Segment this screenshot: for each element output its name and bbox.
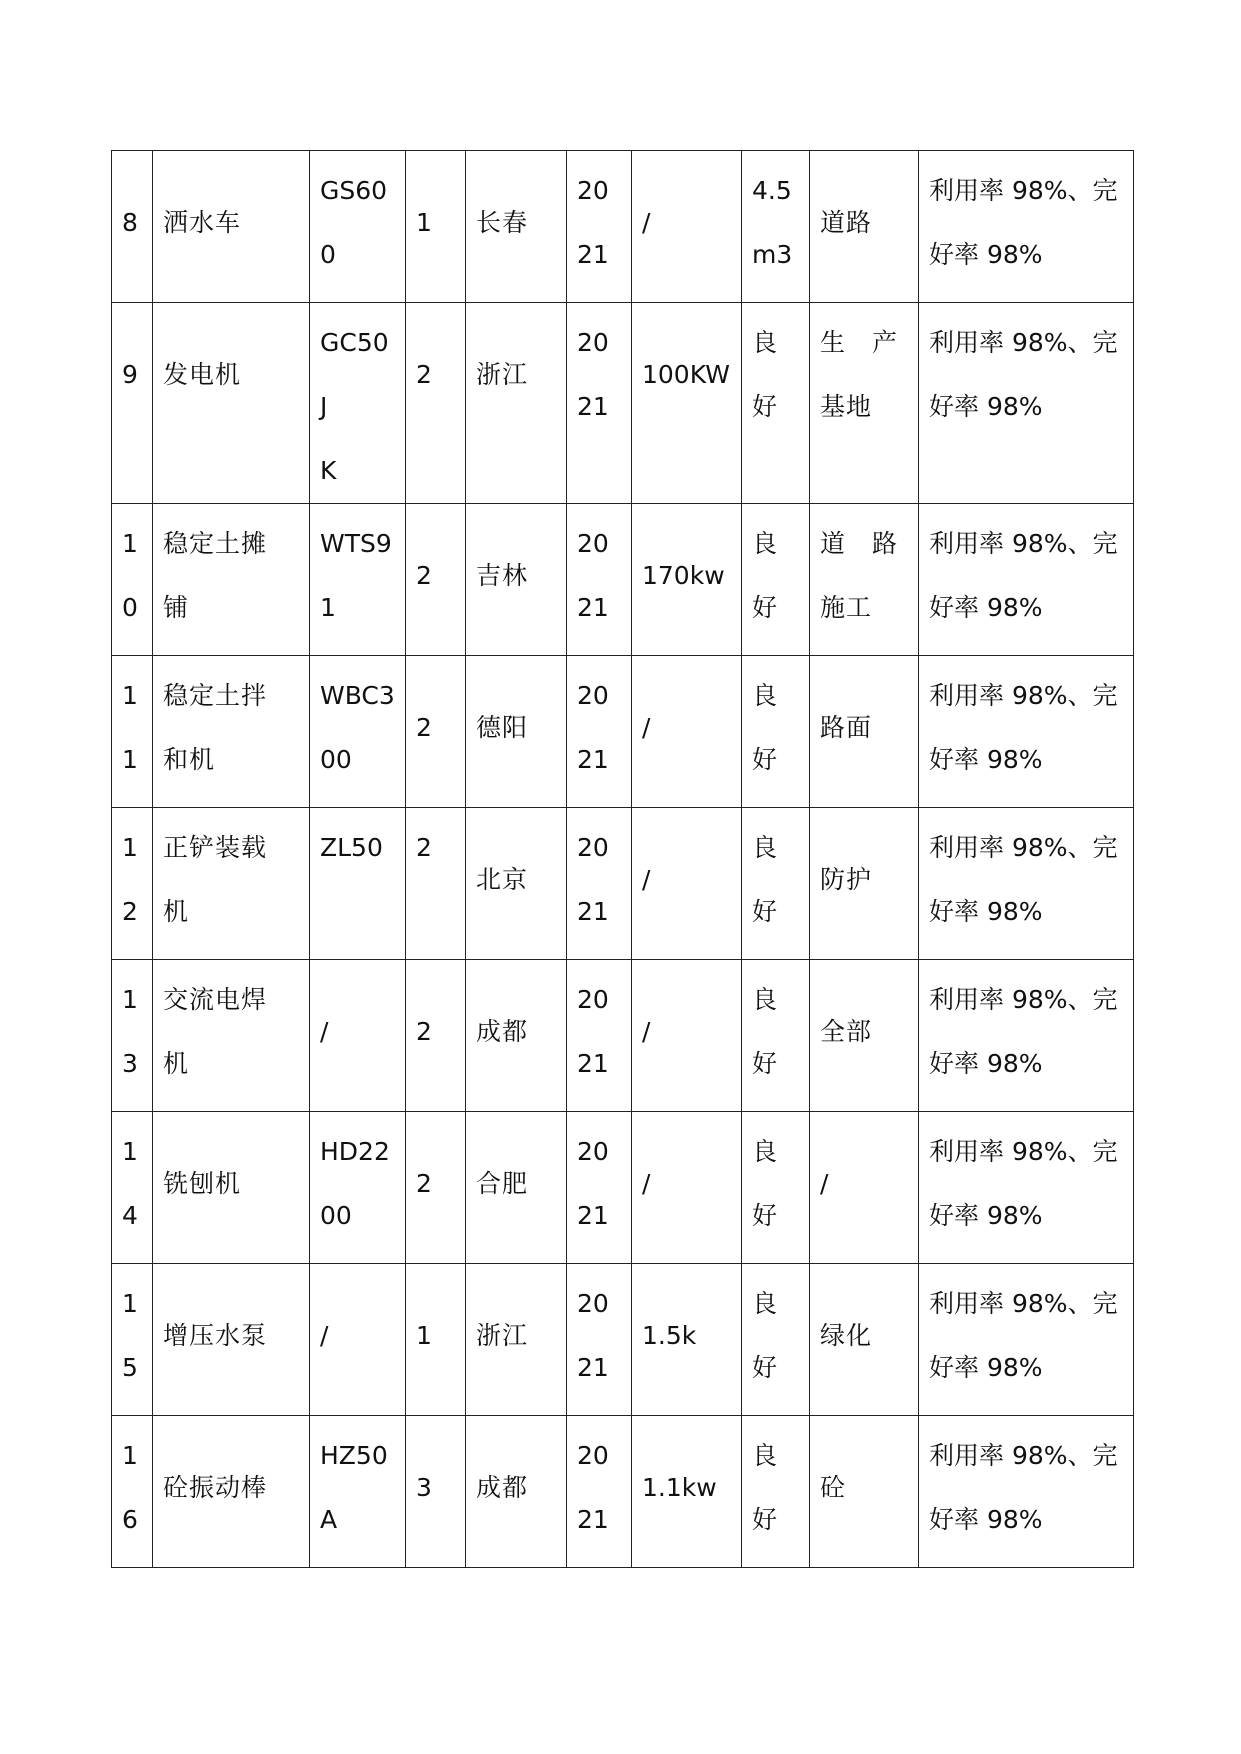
- cell-rate-text: 利用率 98%、完 好率 98%: [929, 176, 1118, 269]
- cell-model-text: WTS9 1: [320, 529, 392, 622]
- cell-equipment-name: [153, 960, 310, 1112]
- cell-condition-text: 良 好: [752, 1137, 778, 1230]
- cell-equipment-name-text: 发电机: [163, 360, 242, 389]
- cell-power-text: 100KW: [642, 360, 730, 389]
- cell-usage: [810, 960, 919, 1112]
- cell-seq-no: [112, 808, 153, 960]
- cell-year-text: 20 21: [577, 176, 609, 269]
- cell-origin: [466, 151, 567, 303]
- cell-model: [310, 504, 406, 656]
- cell-year-text: 20 21: [577, 681, 609, 774]
- table-row: [112, 1112, 1134, 1264]
- cell-origin: [466, 1112, 567, 1264]
- cell-origin-text: 北京: [476, 865, 529, 894]
- cell-rate: [919, 1416, 1134, 1568]
- cell-power: [632, 808, 742, 960]
- cell-seq-no-text: 1 6: [122, 1441, 138, 1534]
- cell-usage-text: 生 产 基地: [820, 328, 899, 421]
- cell-rate: [919, 504, 1134, 656]
- cell-equipment-name: [153, 1112, 310, 1264]
- cell-equipment-name-text: 增压水泵: [163, 1321, 268, 1350]
- cell-quantity-text: 1: [416, 1321, 432, 1350]
- cell-year: [567, 1416, 632, 1568]
- cell-model-text: WBC3 00: [320, 681, 395, 774]
- cell-origin-text: 成都: [476, 1473, 529, 1502]
- cell-seq-no-text: 8: [122, 208, 138, 237]
- cell-condition-text: 良 好: [752, 681, 778, 774]
- cell-rate: [919, 151, 1134, 303]
- cell-equipment-name: [153, 151, 310, 303]
- cell-equipment-name-text: 洒水车: [163, 208, 242, 237]
- cell-quantity-text: 2: [416, 360, 432, 389]
- table-row: [112, 656, 1134, 808]
- cell-power-text: /: [642, 1169, 651, 1198]
- cell-origin: [466, 808, 567, 960]
- cell-equipment-name: [153, 504, 310, 656]
- cell-usage-text: 全部: [820, 1017, 873, 1046]
- table-row: [112, 151, 1134, 303]
- cell-power-text: /: [642, 208, 651, 237]
- cell-quantity: [406, 151, 466, 303]
- cell-quantity: [406, 960, 466, 1112]
- cell-rate-text: 利用率 98%、完 好率 98%: [929, 328, 1118, 421]
- cell-model: [310, 1416, 406, 1568]
- cell-equipment-name: [153, 808, 310, 960]
- cell-rate: [919, 808, 1134, 960]
- cell-quantity: [406, 303, 466, 504]
- cell-year-text: 20 21: [577, 328, 609, 421]
- cell-usage-text: 路面: [820, 713, 873, 742]
- cell-equipment-name: [153, 303, 310, 504]
- cell-seq-no: [112, 960, 153, 1112]
- cell-year: [567, 1112, 632, 1264]
- cell-model: [310, 808, 406, 960]
- cell-quantity: [406, 1416, 466, 1568]
- cell-year: [567, 656, 632, 808]
- cell-seq-no: [112, 1112, 153, 1264]
- cell-quantity: [406, 1112, 466, 1264]
- cell-equipment-name: [153, 1416, 310, 1568]
- cell-usage: [810, 504, 919, 656]
- cell-seq-no-text: 1 4: [122, 1137, 138, 1230]
- cell-origin-text: 浙江: [476, 1321, 529, 1350]
- cell-usage-text: 绿化: [820, 1321, 873, 1350]
- cell-year: [567, 1264, 632, 1416]
- cell-seq-no-text: 9: [122, 360, 138, 389]
- table-row: [112, 1416, 1134, 1568]
- cell-rate: [919, 303, 1134, 504]
- cell-seq-no: [112, 1416, 153, 1568]
- cell-rate-text: 利用率 98%、完 好率 98%: [929, 833, 1118, 926]
- cell-quantity: [406, 808, 466, 960]
- cell-equipment-name: [153, 656, 310, 808]
- cell-usage: [810, 1416, 919, 1568]
- cell-origin: [466, 656, 567, 808]
- cell-model: [310, 303, 406, 504]
- cell-rate: [919, 1112, 1134, 1264]
- cell-condition-text: 良 好: [752, 1441, 778, 1534]
- table-row: [112, 504, 1134, 656]
- cell-quantity-text: 2: [416, 561, 432, 590]
- cell-quantity-text: 2: [416, 1169, 432, 1198]
- cell-model: [310, 1112, 406, 1264]
- cell-condition: [742, 1112, 810, 1264]
- cell-year-text: 20 21: [577, 1441, 609, 1534]
- cell-origin-text: 成都: [476, 1017, 529, 1046]
- cell-power: [632, 504, 742, 656]
- cell-quantity-text: 2: [416, 833, 432, 862]
- cell-power-text: 1.1kw: [642, 1473, 717, 1502]
- cell-origin-text: 吉林: [476, 561, 529, 590]
- cell-quantity-text: 2: [416, 713, 432, 742]
- equipment-table: [111, 150, 1134, 1568]
- cell-model: [310, 960, 406, 1112]
- cell-rate: [919, 1264, 1134, 1416]
- cell-condition: [742, 656, 810, 808]
- cell-condition: [742, 151, 810, 303]
- cell-origin-text: 德阳: [476, 713, 529, 742]
- cell-model-text: /: [320, 1017, 329, 1046]
- cell-origin: [466, 504, 567, 656]
- table-row: [112, 808, 1134, 960]
- cell-model-text: HD22 00: [320, 1137, 390, 1230]
- cell-power-text: 170kw: [642, 561, 725, 590]
- cell-condition-text: 良 好: [752, 328, 778, 421]
- cell-seq-no-text: 1 0: [122, 529, 138, 622]
- cell-rate: [919, 960, 1134, 1112]
- cell-origin: [466, 1416, 567, 1568]
- cell-power: [632, 1264, 742, 1416]
- cell-equipment-name-text: 铣刨机: [163, 1169, 242, 1198]
- cell-power-text: /: [642, 1017, 651, 1046]
- table-row: [112, 1264, 1134, 1416]
- cell-year: [567, 504, 632, 656]
- cell-power: [632, 656, 742, 808]
- cell-year: [567, 151, 632, 303]
- cell-model-text: GS60 0: [320, 176, 388, 269]
- cell-equipment-name-text: 稳定土摊 铺: [163, 529, 268, 622]
- cell-year: [567, 303, 632, 504]
- cell-condition: [742, 504, 810, 656]
- cell-usage-text: 道路: [820, 208, 873, 237]
- cell-seq-no-text: 1 2: [122, 833, 138, 926]
- cell-year-text: 20 21: [577, 833, 609, 926]
- cell-equipment-name-text: 砼振动棒: [163, 1473, 268, 1502]
- cell-usage: [810, 656, 919, 808]
- cell-model-text: GC50J K: [320, 328, 389, 485]
- cell-year-text: 20 21: [577, 1137, 609, 1230]
- cell-usage: [810, 808, 919, 960]
- cell-usage: [810, 151, 919, 303]
- cell-rate: [919, 656, 1134, 808]
- cell-rate-text: 利用率 98%、完 好率 98%: [929, 985, 1118, 1078]
- cell-quantity-text: 2: [416, 1017, 432, 1046]
- cell-equipment-name: [153, 1264, 310, 1416]
- cell-usage: [810, 303, 919, 504]
- cell-usage: [810, 1264, 919, 1416]
- cell-model: [310, 656, 406, 808]
- cell-usage: [810, 1112, 919, 1264]
- cell-model-text: /: [320, 1321, 329, 1350]
- cell-origin: [466, 303, 567, 504]
- cell-year-text: 20 21: [577, 529, 609, 622]
- cell-rate-text: 利用率 98%、完 好率 98%: [929, 529, 1118, 622]
- cell-condition: [742, 1416, 810, 1568]
- cell-quantity-text: 3: [416, 1473, 432, 1502]
- cell-seq-no: [112, 1264, 153, 1416]
- cell-origin-text: 长春: [476, 208, 529, 237]
- cell-power: [632, 151, 742, 303]
- cell-seq-no: [112, 151, 153, 303]
- cell-equipment-name-text: 正铲装载 机: [163, 833, 268, 926]
- cell-seq-no: [112, 656, 153, 808]
- cell-seq-no-text: 1 3: [122, 985, 138, 1078]
- cell-model: [310, 1264, 406, 1416]
- cell-origin: [466, 1264, 567, 1416]
- cell-condition-text: 良 好: [752, 1289, 778, 1382]
- cell-condition-text: 4.5 m3: [752, 176, 793, 269]
- cell-power-text: 1.5k: [642, 1321, 697, 1350]
- cell-quantity: [406, 504, 466, 656]
- cell-usage-text: 防护: [820, 865, 873, 894]
- cell-origin-text: 浙江: [476, 360, 529, 389]
- table-row: [112, 303, 1134, 504]
- cell-usage-text: 砼: [820, 1473, 847, 1502]
- cell-seq-no-text: 1 5: [122, 1289, 138, 1382]
- cell-quantity: [406, 1264, 466, 1416]
- table-body: [112, 151, 1134, 1568]
- cell-power: [632, 303, 742, 504]
- cell-model-text: ZL50: [320, 833, 383, 862]
- cell-usage-text: /: [820, 1169, 830, 1198]
- cell-model: [310, 151, 406, 303]
- cell-power: [632, 1112, 742, 1264]
- cell-rate-text: 利用率 98%、完 好率 98%: [929, 1137, 1118, 1230]
- cell-quantity-text: 1: [416, 208, 432, 237]
- cell-condition: [742, 808, 810, 960]
- cell-year: [567, 960, 632, 1112]
- cell-quantity: [406, 656, 466, 808]
- cell-year-text: 20 21: [577, 1289, 609, 1382]
- cell-rate-text: 利用率 98%、完 好率 98%: [929, 1441, 1118, 1534]
- cell-power-text: /: [642, 865, 651, 894]
- cell-rate-text: 利用率 98%、完 好率 98%: [929, 681, 1118, 774]
- cell-equipment-name-text: 交流电焊 机: [163, 985, 268, 1078]
- cell-seq-no: [112, 504, 153, 656]
- cell-rate-text: 利用率 98%、完 好率 98%: [929, 1289, 1118, 1382]
- cell-condition: [742, 1264, 810, 1416]
- cell-seq-no-text: 1 1: [122, 681, 138, 774]
- cell-power: [632, 960, 742, 1112]
- cell-condition-text: 良 好: [752, 529, 778, 622]
- cell-seq-no: [112, 303, 153, 504]
- cell-power-text: /: [642, 713, 651, 742]
- cell-year: [567, 808, 632, 960]
- cell-origin-text: 合肥: [476, 1169, 529, 1198]
- cell-origin: [466, 960, 567, 1112]
- cell-condition: [742, 960, 810, 1112]
- cell-model-text: HZ50 A: [320, 1441, 388, 1534]
- cell-condition: [742, 303, 810, 504]
- cell-power: [632, 1416, 742, 1568]
- cell-year-text: 20 21: [577, 985, 609, 1078]
- cell-usage-text: 道 路 施工: [820, 529, 899, 622]
- cell-equipment-name-text: 稳定土拌 和机: [163, 681, 268, 774]
- cell-condition-text: 良 好: [752, 985, 778, 1078]
- table-row: [112, 960, 1134, 1112]
- cell-condition-text: 良 好: [752, 833, 778, 926]
